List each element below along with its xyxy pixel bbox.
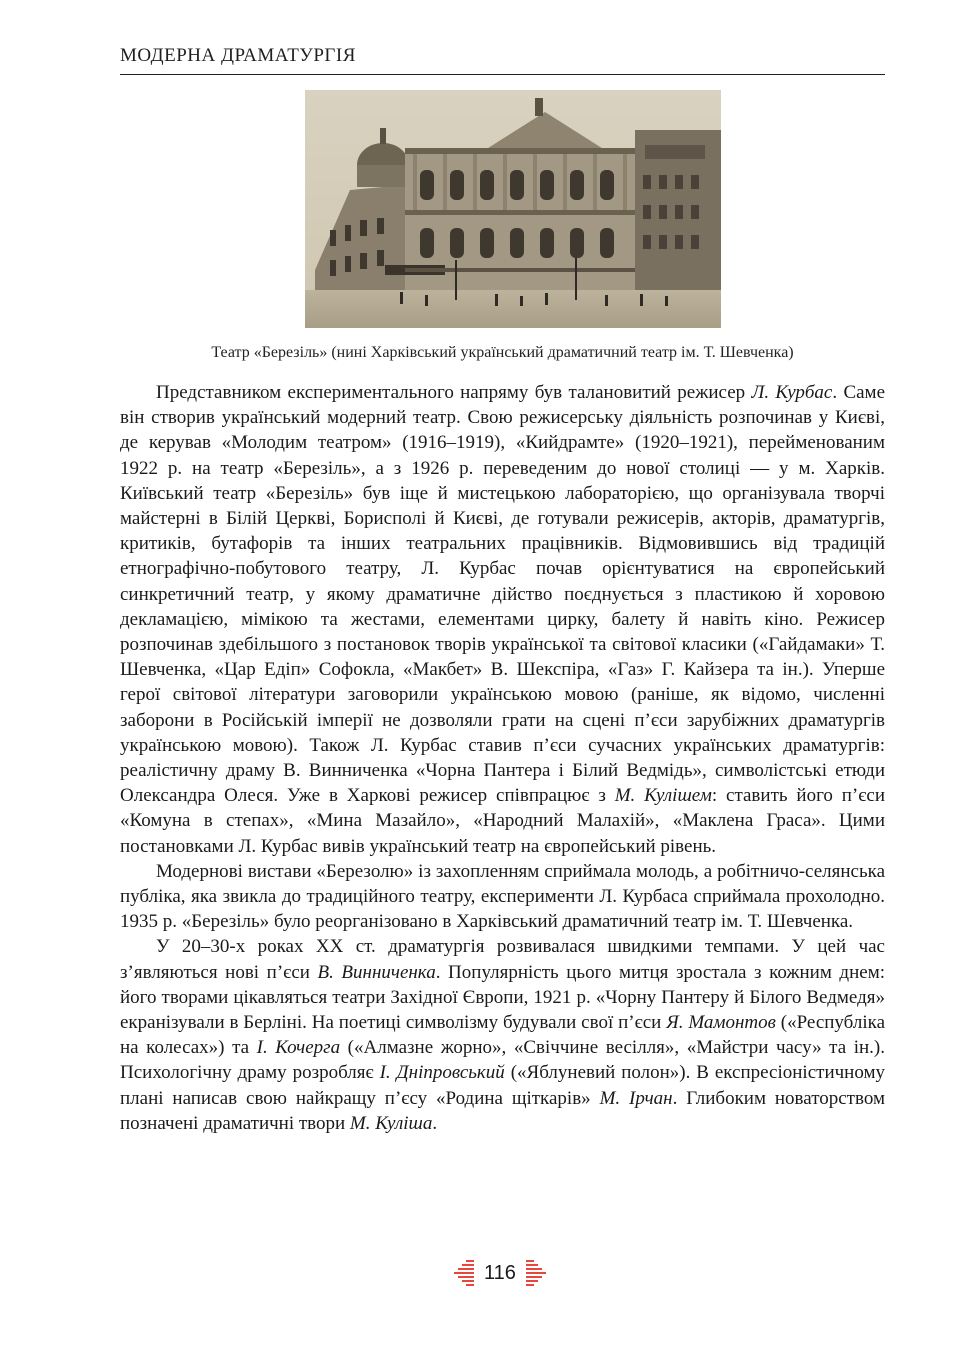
author-name: Л. Курбас: [751, 382, 833, 403]
author-name: М. Кулішем: [614, 785, 712, 807]
text-run: Представником експериментального напряму був талановитий режисер: [156, 382, 752, 403]
author-name: І. Дніпровський: [379, 1062, 505, 1084]
left-ornament-icon: [452, 1258, 476, 1288]
page-number: 116: [484, 1261, 516, 1284]
paragraph: [120, 380, 885, 859]
text-run: («Республіка на колесах») та: [120, 1012, 885, 1059]
page-footer: [430, 1255, 570, 1291]
text-run: («Алмазне жорно», «Свіччине весілля», «Майстри часу» та ін.). Психологічну драму розробляє: [120, 1037, 885, 1084]
text-run: .: [432, 1112, 438, 1134]
right-ornament-icon: [524, 1258, 548, 1288]
text-run: («Яблуневий полон»). В експресіоністичному плані написав свою найкращу п’єсу «Родина щіткарів»: [120, 1062, 885, 1109]
text-run: У 20–30-х роках XX ст. драматургія розвивалася швидкими темпами. У цей час з’являються нові п’єси: [120, 936, 885, 983]
theatre-photo: [305, 90, 721, 328]
author-name: М. Куліша: [349, 1112, 433, 1134]
paragraph: [120, 859, 885, 935]
author-name: М. Ірчан: [599, 1087, 673, 1109]
text-run: . Глибоким новаторством позначені драматичні твори: [120, 1087, 885, 1134]
author-name: В. Винниченка: [317, 961, 436, 983]
running-header: МОДЕРНА ДРАМАТУРГІЯ: [120, 44, 885, 75]
main-text: [120, 380, 885, 1136]
author-name: Я. Мамонтов: [666, 1012, 776, 1034]
text-run: . Саме він створив український модерний театр. Свою режисерську діяльність розпочинав у Києві, де керував «Молодим театром» (1916–1919), «Кийдрамте» (1920–1921), перейменованим 1922 р. на театр «Березіль», а з 1926 р. переведеним до нової столиці — у м. Харків. Київський театр «Березіль» був іще й мистецькою лабораторією, що організувала творчі майстерні в Білій Церкві, Борисполі й Києві, де готували режисерів, акторів, драматургів, критиків, бутафорів та інших театральних працівників. Відмовившись від традицій етнографічно-побутового театру, Л. Курбас почав орієнтуватися на європейський синкретичний театр, у якому драматичне дійство поєднується з пластикою й хоровою декламацією, мімікою та жестами, елементами цирку, балету й навіть кіно. Режисер розпочинав здебільшого з постановок творів української та світової класики («Гайдамаки» Т. Шевченка, «Цар Едіп» Софокла, «Макбет» В. Шекспіра, «Газ» Г. Кайзера та ін.). Уперше герої світової літератури заговорили українською мовою (раніше, як відомо, численні заборони в Російській імперії не дозволяли грати на сцені п’єси зарубіжних драматургів українською мовою). Також Л. Курбас ставив п’єси сучасних українських драматургів: реалістичну драму В. Винниченка «Чорна Пантера і Білий Ведмідь», символістські етюди Олександра Олеся. Уже в Харкові режисер співпрацює з: [120, 382, 886, 807]
text-run: Модернові вистави «Березолю» із захопленням сприймала молодь, а робітничо-селянська публіка, яка звикла до традиційного театру, експерименти Л. Курбаса сприймала прохолодно. 1935 р. «Березіль» було реорганізовано в Харківський драматичний театр ім. Т. Шевченка.: [120, 860, 885, 933]
text-run: . Популярність цього митця зростала з кожним днем: його творами цікавляться театри Західної Європи, 1921 р. «Чорну Пантеру й Білого Ведмедя» екранізували в Берліні. На поетиці символізму будували свої п’єси: [120, 961, 885, 1034]
text-run: : ставить його п’єси «Комуна в степах», «Мина Мазайло», «Народний Малахій», «Маклена Граса». Цими постановками Л. Курбас вивів український театр на європейський рівень.: [120, 785, 886, 857]
author-name: І. Кочерга: [256, 1037, 341, 1059]
figure-caption: Театр «Березіль» (нині Харківський український драматичний театр ім. Т. Шевченка): [211, 344, 794, 361]
paragraph: [120, 934, 885, 1136]
